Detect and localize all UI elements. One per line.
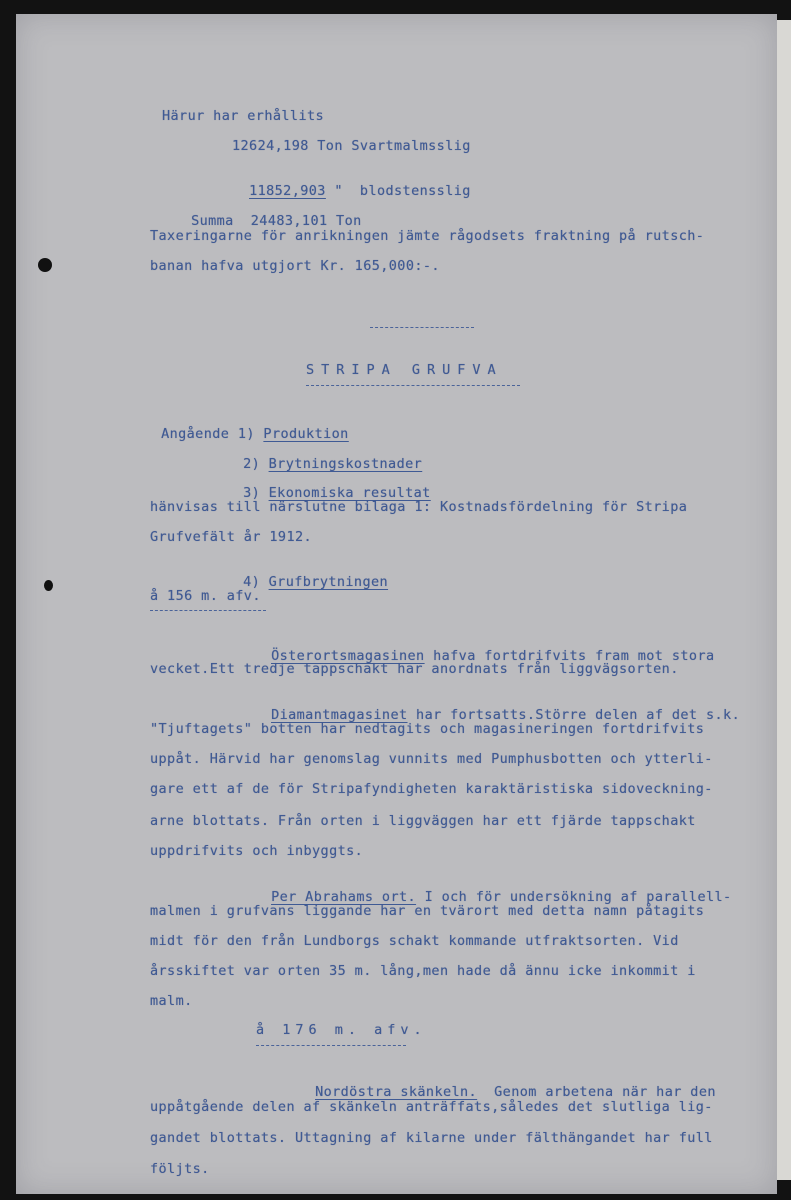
tax-line-2: banan hafva utgjort Kr. 165,000:-.: [150, 258, 440, 274]
paragraph-diamant-line-5: arne blottats. Från orten i liggväggen har ett fjärde tappschakt: [150, 813, 696, 829]
topic-lead: Angående: [161, 426, 230, 442]
topic-2-title: Brytningskostnader: [268, 456, 423, 472]
topic-1-number: 1): [237, 426, 255, 442]
paragraph-abrahams-line-3: midt för den från Lundborgs schakt kommande utfraktsorten. Vid: [150, 933, 679, 949]
level-156-underline: [150, 610, 266, 611]
paragraph-nordostra-head: Nordöstra skänkeln.: [315, 1084, 478, 1100]
paragraph-abrahams-head: Per Abrahams ort.: [271, 889, 417, 905]
paragraph-osterort-line-2: vecket.Ett tredje tappschakt har anordnats från liggvägsorten.: [150, 661, 679, 677]
topic-3: [226, 469, 431, 501]
level-176-heading: å 176 m. afv.: [256, 1022, 427, 1038]
summary-line2-rest: " blodstensslig: [325, 183, 471, 199]
level-176-underline: [256, 1045, 406, 1046]
paragraph-diamant-line-3: uppåt. Härvid har genomslag vunnits med Pumphusbotten och ytterli-: [150, 751, 713, 767]
ink-blot: [44, 580, 53, 591]
summary-intro: Härur har erhållits: [162, 108, 325, 124]
paragraph-osterort-line-1: [254, 632, 715, 664]
ink-blot: [38, 258, 52, 272]
paragraph-nordostra-line-3: gandet blottats. Uttagning af kilarne under fälthängandet har full: [150, 1130, 713, 1146]
paragraph-abrahams-line-2: malmen i grufvans liggande har en tvärort med detta namn påtagits: [150, 903, 705, 919]
summary-sum: [174, 197, 362, 229]
paragraph-abrahams-text: I och för undersökning af parallell-: [416, 889, 732, 905]
section-title-underline: [306, 385, 520, 386]
topic-4-number: 4): [243, 574, 261, 590]
level-156-heading: å 156 m. afv.: [150, 588, 261, 604]
paragraph-diamant-text: har fortsatts.Större delen af det s.k.: [407, 707, 741, 723]
topic-4: [226, 558, 388, 590]
topic-1-title: Produktion: [263, 426, 349, 442]
topic-2-number: 2): [243, 456, 261, 472]
summary-line-svartmalm: 12624,198 Ton Svartmalmsslig: [232, 138, 471, 154]
topic-2: [226, 440, 422, 472]
section-title: STRIPA GRUFVA: [306, 362, 503, 378]
summary-sum-value: 24483,101 Ton: [250, 213, 362, 229]
paragraph-nordostra-line-4: följts.: [150, 1161, 210, 1177]
underlying-sheet-edge: [775, 20, 791, 1180]
paragraph-diamant-line-2: "Tjuftagets" botten har nedtagits och magasineringen fortdrifvits: [150, 721, 705, 737]
paragraph-abrahams-line-4: årsskiftet var orten 35 m. lång,men hade då ännu icke inkommit i: [150, 963, 696, 979]
summary-line2-amount: 11852,903: [249, 183, 326, 199]
paragraph-nordostra-text: Genom arbetena när har den: [477, 1084, 716, 1100]
topic-1: [144, 410, 349, 442]
section-divider: [370, 327, 474, 328]
topic-4-title: Grufbrytningen: [268, 574, 389, 590]
paragraph-nordostra-line-1: [298, 1068, 716, 1100]
paragraph-osterort-text: hafva fortdrifvits fram mot stora: [424, 648, 715, 664]
paragraph-nordostra-line-2: uppåtgående delen af skänkeln anträffats,således det slutliga lig-: [150, 1099, 713, 1115]
topic-3-title: Ekonomiska resultat: [268, 485, 431, 501]
paragraph-diamant-head: Diamantmagasinet: [271, 707, 408, 723]
paragraph-abrahams-line-1: [254, 873, 732, 905]
summary-line-blodsten: [232, 167, 471, 199]
paragraph-abrahams-line-5: malm.: [150, 993, 193, 1009]
summary-sum-label: Summa: [191, 213, 234, 229]
topic-3-number: 3): [243, 485, 261, 501]
paragraph-diamant-line-6: uppdrifvits och inbyggts.: [150, 843, 364, 859]
paragraph-diamant-line-1: [254, 691, 740, 723]
reference-line-2: Grufvefält år 1912.: [150, 529, 313, 545]
paragraph-osterort-head: Österortsmagasinen: [271, 648, 425, 664]
tax-line-1: Taxeringarne för anrikningen jämte rågodsets fraktning på rutsch-: [150, 228, 705, 244]
reference-line-1: hänvisas till närslutne bilaga 1: Kostnadsfördelning för Stripa: [150, 499, 688, 515]
paragraph-diamant-line-4: gare ett af de för Stripafyndigheten karaktäristiska sidoveckning-: [150, 781, 713, 797]
